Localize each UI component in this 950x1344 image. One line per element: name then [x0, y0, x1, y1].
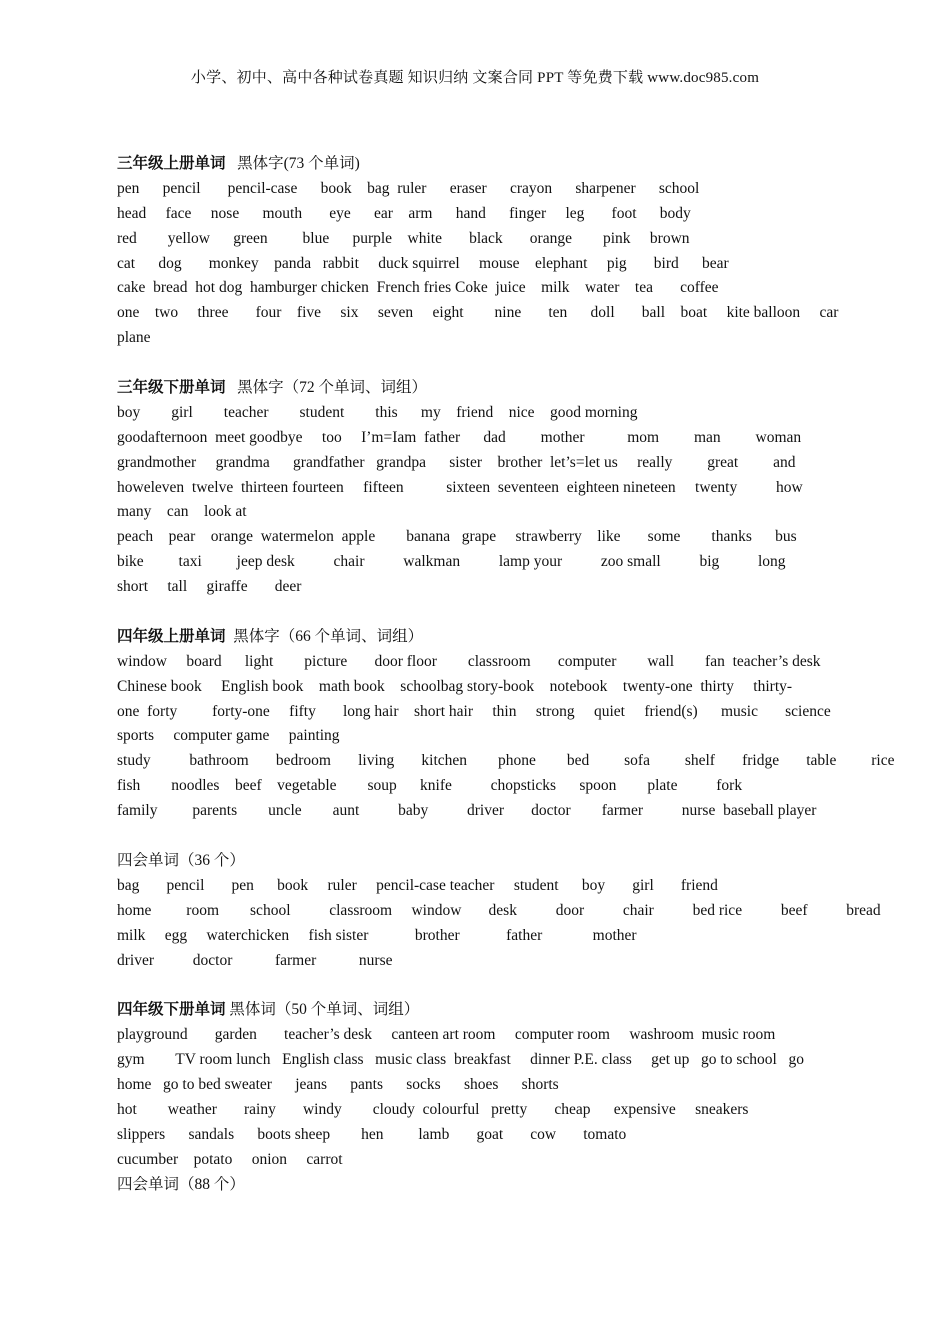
section-title-rest: 黑体字（66 个单词、词组）	[225, 627, 424, 645]
word-line: milk egg waterchicken fish sister brother father mother	[117, 926, 637, 944]
word-line: cake bread hot dog hamburger chicken French fries Coke juice milk water tea coffee	[117, 279, 719, 297]
word-line: red yellow green blue purple white black orange pink brown	[117, 229, 690, 247]
section-title-rest: 黑体词（50 个单词、词组）	[225, 1001, 420, 1019]
section-title	[117, 152, 833, 177]
word-line: bag pencil pen book ruler pencil-case teacher student boy girl friend	[117, 876, 718, 894]
section-title-rest: 黑体字(73 个单词)	[225, 155, 360, 172]
word-line: plane	[117, 329, 151, 347]
word-line: slippers sandals boots sheep hen lamb goat cow tomato	[117, 1125, 627, 1143]
word-line: home room school classroom window desk door chair bed rice beef bread	[117, 901, 881, 919]
word-line: bike taxi jeep desk chair walkman lamp your zoo small big long	[117, 553, 786, 571]
word-line: one two three four five six seven eight nine ten doll ball boat kite balloon car	[117, 304, 839, 322]
section-title	[117, 625, 833, 650]
section-title-bold: 三年级下册单词	[117, 379, 226, 397]
word-line: howeleven twelve thirteen fourteen fifteen sixteen seventeen eighteen nineteen twenty how	[117, 478, 803, 496]
word-line: gym TV room lunch English class music class breakfast dinner P.E. class get up go to school go	[117, 1051, 804, 1069]
section-trailing-title: 四会单词（88 个）	[117, 1175, 245, 1193]
word-line: head face nose mouth eye ear arm hand finger leg foot body	[117, 204, 691, 222]
word-line: many can look at	[117, 503, 247, 521]
section-gap	[117, 600, 833, 625]
word-line: pen pencil pencil-case book bag ruler eraser crayon sharpener school	[117, 179, 700, 197]
section-title-bold: 三年级上册单词	[117, 155, 226, 172]
word-line: hot weather rainy windy cloudy colourful pretty cheap expensive sneakers	[117, 1100, 749, 1118]
word-line: study bathroom bedroom living kitchen phone bed sofa shelf fridge table rice	[117, 752, 895, 770]
word-line: driver doctor farmer nurse	[117, 951, 393, 969]
section-title-bold: 四年级上册单词	[117, 627, 226, 645]
vocabulary-document	[117, 152, 895, 1196]
word-line: goodafternoon meet goodbye too I’m=Iam father dad mother mom man woman	[117, 428, 802, 446]
section-title	[117, 998, 833, 1023]
page-header: 小学、初中、高中各种试卷真题 知识归纳 文案合同 PPT 等免费下载 www.doc985.com	[190, 70, 760, 86]
word-line: short tall giraffe deer	[117, 578, 302, 596]
word-line: peach pear orange watermelon apple banana grape strawberry like some thanks bus	[117, 528, 797, 546]
word-line: cucumber potato onion carrot	[117, 1150, 343, 1168]
word-line: Chinese book English book math book schoolbag story-book notebook twenty-one thirty thirty-	[117, 677, 793, 695]
word-line: playground garden teacher’s desk canteen art room computer room washroom music room	[117, 1026, 776, 1044]
section-gap	[117, 973, 833, 998]
section-title	[117, 849, 833, 874]
word-line: one forty forty-one fifty long hair short hair thin strong quiet friend(s) music science	[117, 702, 831, 720]
word-line: family parents uncle aunt baby driver doctor farmer nurse baseball player	[117, 802, 817, 820]
word-line: home go to bed sweater jeans pants socks shoes shorts	[117, 1075, 559, 1093]
word-line: boy girl teacher student this my friend nice good morning	[117, 403, 638, 421]
word-line: cat dog monkey panda rabbit duck squirrel mouse elephant pig bird bear	[117, 254, 729, 272]
section-title-bold: 四年级下册单词	[117, 1001, 226, 1019]
section-title-rest: 黑体字（72 个单词、词组）	[225, 379, 428, 397]
word-line: sports computer game painting	[117, 727, 340, 745]
section-title-rest: 四会单词（36 个）	[117, 851, 245, 869]
section-gap	[117, 824, 833, 849]
word-line: grandmother grandma grandfather grandpa sister brother let’s=let us really great and	[117, 453, 796, 471]
section-gap	[117, 351, 833, 376]
section-title	[117, 376, 833, 401]
word-line: fish noodles beef vegetable soup knife chopsticks spoon plate fork	[117, 777, 743, 795]
word-line: window board light picture door floor classroom computer wall fan teacher’s desk	[117, 652, 821, 670]
